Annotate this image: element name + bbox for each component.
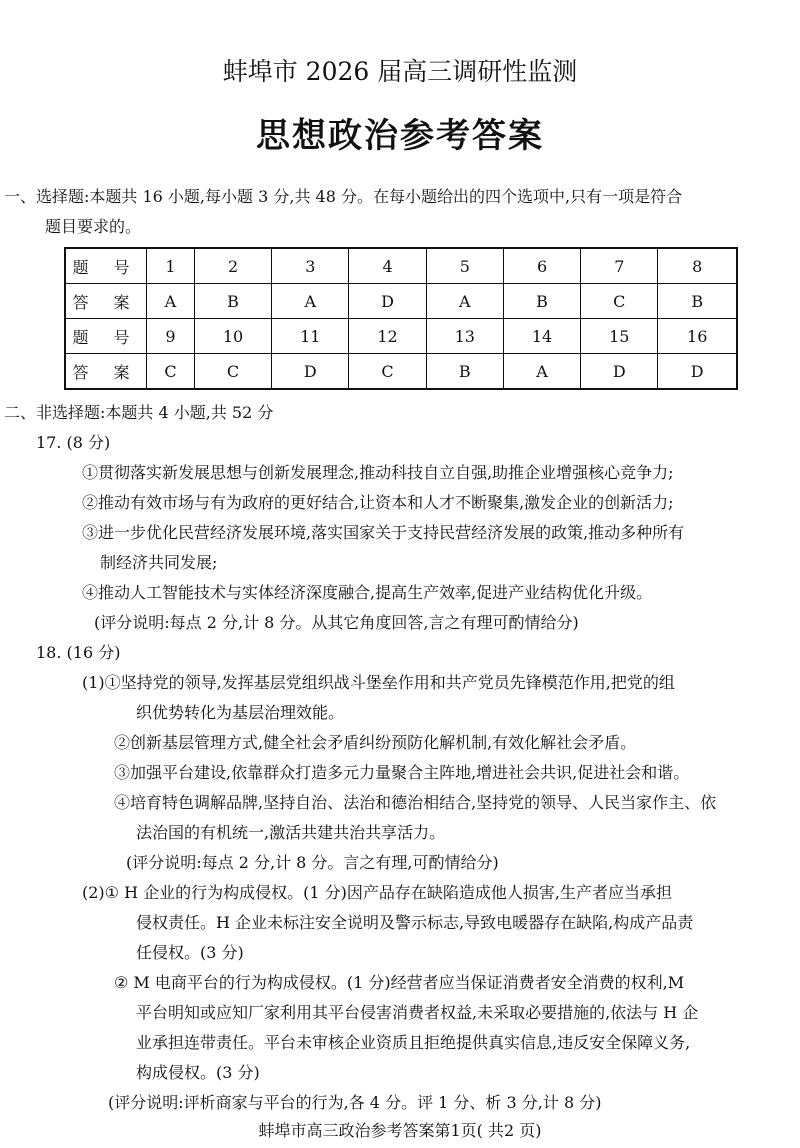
question-number-header: 题 号 xyxy=(65,248,147,284)
q17-point-4: ④推动人工智能技术与实体经济深度融合,提高生产效率,促进产业结构优化升级。 xyxy=(82,583,653,602)
q18-2-point-2-cont2: 业承担连带责任。平台未审核企业资质且拒绝提供真实信息,违反安全保障义务, xyxy=(136,1033,691,1052)
q18-1-point-4-cont: 法治国的有机统一,激活共建共治共享活力。 xyxy=(136,823,446,842)
document-subtitle: 思想政治参考答案 xyxy=(256,116,544,156)
table-cell: 10 xyxy=(194,319,271,354)
table-cell: C xyxy=(581,284,658,319)
table-cell: C xyxy=(194,354,271,390)
table-cell: 12 xyxy=(349,319,426,354)
table-cell: 13 xyxy=(426,319,503,354)
table-cell: B xyxy=(658,284,737,319)
answer-header: 答 案 xyxy=(65,354,147,390)
table-cell: A xyxy=(272,284,349,319)
section1-intro-line1: 一、选择题:本题共 16 小题,每小题 3 分,共 48 分。在每小题给出的四个选项中,只有一项是符合 xyxy=(4,187,683,206)
q17-point-3-cont: 制经济共同发展; xyxy=(100,553,218,572)
table-cell: A xyxy=(503,354,580,390)
q18-1-point-1: (1)①坚持党的领导,发挥基层党组织战斗堡垒作用和共产党员先锋模范作用,把党的组 xyxy=(82,673,675,692)
q18-1-scoring-note: (评分说明:每点 2 分,计 8 分。言之有理,可酌情给分) xyxy=(126,853,499,872)
q18-2-point-1: (2)① H 企业的行为构成侵权。(1 分)因产品存在缺陷造成他人损害,生产者应当承担 xyxy=(82,883,672,902)
table-cell: 3 xyxy=(272,248,349,284)
q18-heading: 18. (16 分) xyxy=(36,643,121,662)
q17-heading: 17. (8 分) xyxy=(36,433,111,452)
q18-2-scoring-note: (评分说明:评析商家与平台的行为,各 4 分。评 1 分、析 3 分,计 8 分) xyxy=(108,1093,602,1112)
q17-point-1: ①贯彻落实新发展思想与创新发展理念,推动科技自立自强,助推企业增强核心竞争力; xyxy=(82,463,674,482)
table-cell: 5 xyxy=(426,248,503,284)
table-row xyxy=(65,284,737,319)
table-cell: B xyxy=(194,284,271,319)
table-cell: D xyxy=(349,284,426,319)
table-cell: D xyxy=(272,354,349,390)
q18-1-point-2: ②创新基层管理方式,健全社会矛盾纠纷预防化解机制,有效化解社会矛盾。 xyxy=(114,733,637,752)
table-cell: 11 xyxy=(272,319,349,354)
table-row xyxy=(65,319,737,354)
section2-intro: 二、非选择题:本题共 4 小题,共 52 分 xyxy=(4,403,274,422)
question-number-header: 题 号 xyxy=(65,319,147,354)
answer-table xyxy=(64,247,738,390)
table-row xyxy=(65,354,737,390)
answer-header: 答 案 xyxy=(65,284,147,319)
q18-2-point-2-cont3: 构成侵权。(3 分) xyxy=(136,1063,260,1082)
table-cell: 4 xyxy=(349,248,426,284)
table-cell: 6 xyxy=(503,248,580,284)
section1-intro-line2: 题目要求的。 xyxy=(45,217,142,236)
q18-1-point-1-cont: 织优势转化为基层治理效能。 xyxy=(136,703,345,722)
table-cell: 2 xyxy=(194,248,271,284)
table-cell: A xyxy=(426,284,503,319)
table-cell: 14 xyxy=(503,319,580,354)
q18-2-point-1-cont1: 侵权责任。H 企业未标注安全说明及警示标志,导致电暖器存在缺陷,构成产品责 xyxy=(136,913,694,932)
table-cell: 8 xyxy=(658,248,737,284)
table-cell: C xyxy=(349,354,426,390)
table-cell: 15 xyxy=(581,319,658,354)
table-cell: C xyxy=(147,354,195,390)
document-title: 蚌埠市 2026 届高三调研性监测 xyxy=(222,57,578,86)
table-row xyxy=(65,248,737,284)
table-cell: 7 xyxy=(581,248,658,284)
q17-point-2: ②推动有效市场与有为政府的更好结合,让资本和人才不断聚集,激发企业的创新活力; xyxy=(82,493,674,512)
q18-2-point-2-cont1: 平台明知或应知厂家利用其平台侵害消费者权益,未采取必要措施的,依法与 H 企 xyxy=(136,1003,699,1022)
q18-2-point-2: ② M 电商平台的行为构成侵权。(1 分)经营者应当保证消费者安全消费的权利,M xyxy=(114,973,685,992)
q18-1-point-3: ③加强平台建设,依靠群众打造多元力量聚合主阵地,增进社会共识,促进社会和谐。 xyxy=(114,763,690,782)
table-cell: 16 xyxy=(658,319,737,354)
table-cell: B xyxy=(426,354,503,390)
table-cell: 9 xyxy=(147,319,195,354)
page-footer: 蚌埠市高三政治参考答案第1页( 共2 页) xyxy=(258,1121,542,1140)
table-cell: D xyxy=(658,354,737,390)
table-cell: A xyxy=(147,284,195,319)
q17-point-3: ③进一步优化民营经济发展环境,落实国家关于支持民营经济发展的政策,推动多种所有 xyxy=(82,523,685,542)
q18-2-point-1-cont2: 任侵权。(3 分) xyxy=(136,943,244,962)
q17-scoring-note: (评分说明:每点 2 分,计 8 分。从其它角度回答,言之有理可酌情给分) xyxy=(94,613,579,632)
table-cell: D xyxy=(581,354,658,390)
table-cell: B xyxy=(503,284,580,319)
table-cell: 1 xyxy=(147,248,195,284)
q18-1-point-4: ④培育特色调解品牌,坚持自治、法治和德治相结合,坚持党的领导、人民当家作主、依 xyxy=(114,793,717,812)
